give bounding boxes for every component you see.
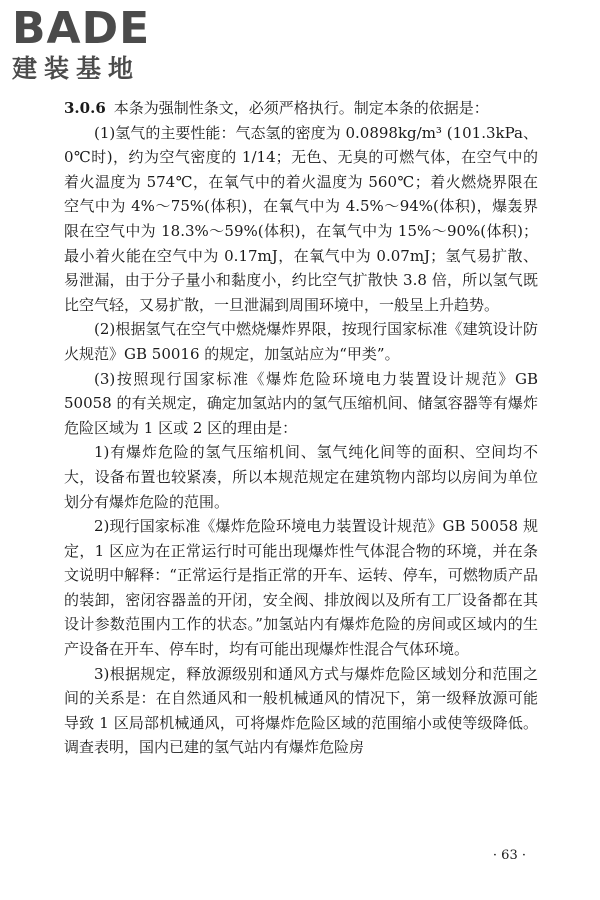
- paragraph-2: (2)根据氢气在空气中燃烧爆炸界限，按现行国家标准《建筑设计防火规范》GB 50016 的规定，加氢站应为“甲类”。: [64, 320, 538, 363]
- paragraph-3: (3)按照现行国家标准《爆炸危险环境电力装置设计规范》GB 50058 的有关规定，确定加氢站内的氢气压缩机间、储氢容器等有爆炸危险区域为 1 区或 2 区的理由是：: [64, 369, 538, 437]
- logo-subtitle: 建装基地: [12, 54, 141, 83]
- paragraph-3-2: 2)现行国家标准《爆炸危险环境电力装置设计规范》GB 50058 规定，1 区应为在正常运行时可能出现爆炸性气体混合物的环境，并在条文说明中解释：“正常运行是指正常的开车、运转、停车，可燃物质产品的装卸，密闭容器盖的开闭，安全阀、排放阀以及所有工厂设备都在其设计参数范围内工作的状态。”加氢站内有爆炸危险的房间或区域内的生产设备在开车、停车时，均有可能出现爆炸性混合气体环境。: [64, 517, 538, 659]
- section-intro: 本条为强制性条文，必须严格执行。制定本条的依据是：: [113, 99, 489, 117]
- paragraph-3-1: 1)有爆炸危险的氢气压缩机间、氢气纯化间等的面积、空间均不大，设备布置也较紧凑，所以本规范规定在建筑物内部均以房间为单位划分有爆炸危险的范围。: [64, 443, 538, 511]
- logo-wordmark: BADE: [12, 3, 151, 54]
- paragraph-3-3: 3)根据规定，释放源级别和通风方式与爆炸危险区域划分和范围之间的关系是：在自然通风和一般机械通风的情况下，第一级释放源可能导致 1 区局部机械通风，可将爆炸危险区域的范围缩小或使等级降低。调查表明，国内已建的氢气站内有爆炸危险房: [64, 664, 538, 757]
- page-number: · 63 ·: [492, 848, 526, 863]
- document-body: [64, 96, 538, 760]
- section-heading: [64, 96, 538, 121]
- bade-logo: [12, 3, 180, 84]
- section-number: 3.0.6: [64, 99, 106, 117]
- paragraph-1: (1)氢气的主要性能：气态氢的密度为 0.0898kg/m³ (101.3kPa、0℃时)，约为空气密度的 1/14；无色、无臭的可燃气体，在空气中的着火温度为 574℃，在氧气中的着火温度为 560℃；着火燃烧界限在空气中为 4%～75%(体积)，在氧气中为 4.5%～94%(体积)，爆轰界限在空气中为 18.3%～59%(体积)，在氧气中为 15%～90%(体积)；最小着火能在空气中为 0.17mJ，在氧气中为 0.07mJ；氢气易扩散、易泄漏，由于分子量小和黏度小，约比空气扩散快 3.8 倍，所以氢气既比空气轻，又易扩散，一旦泄漏到周围环境中，一般呈上升趋势。: [64, 123, 538, 314]
